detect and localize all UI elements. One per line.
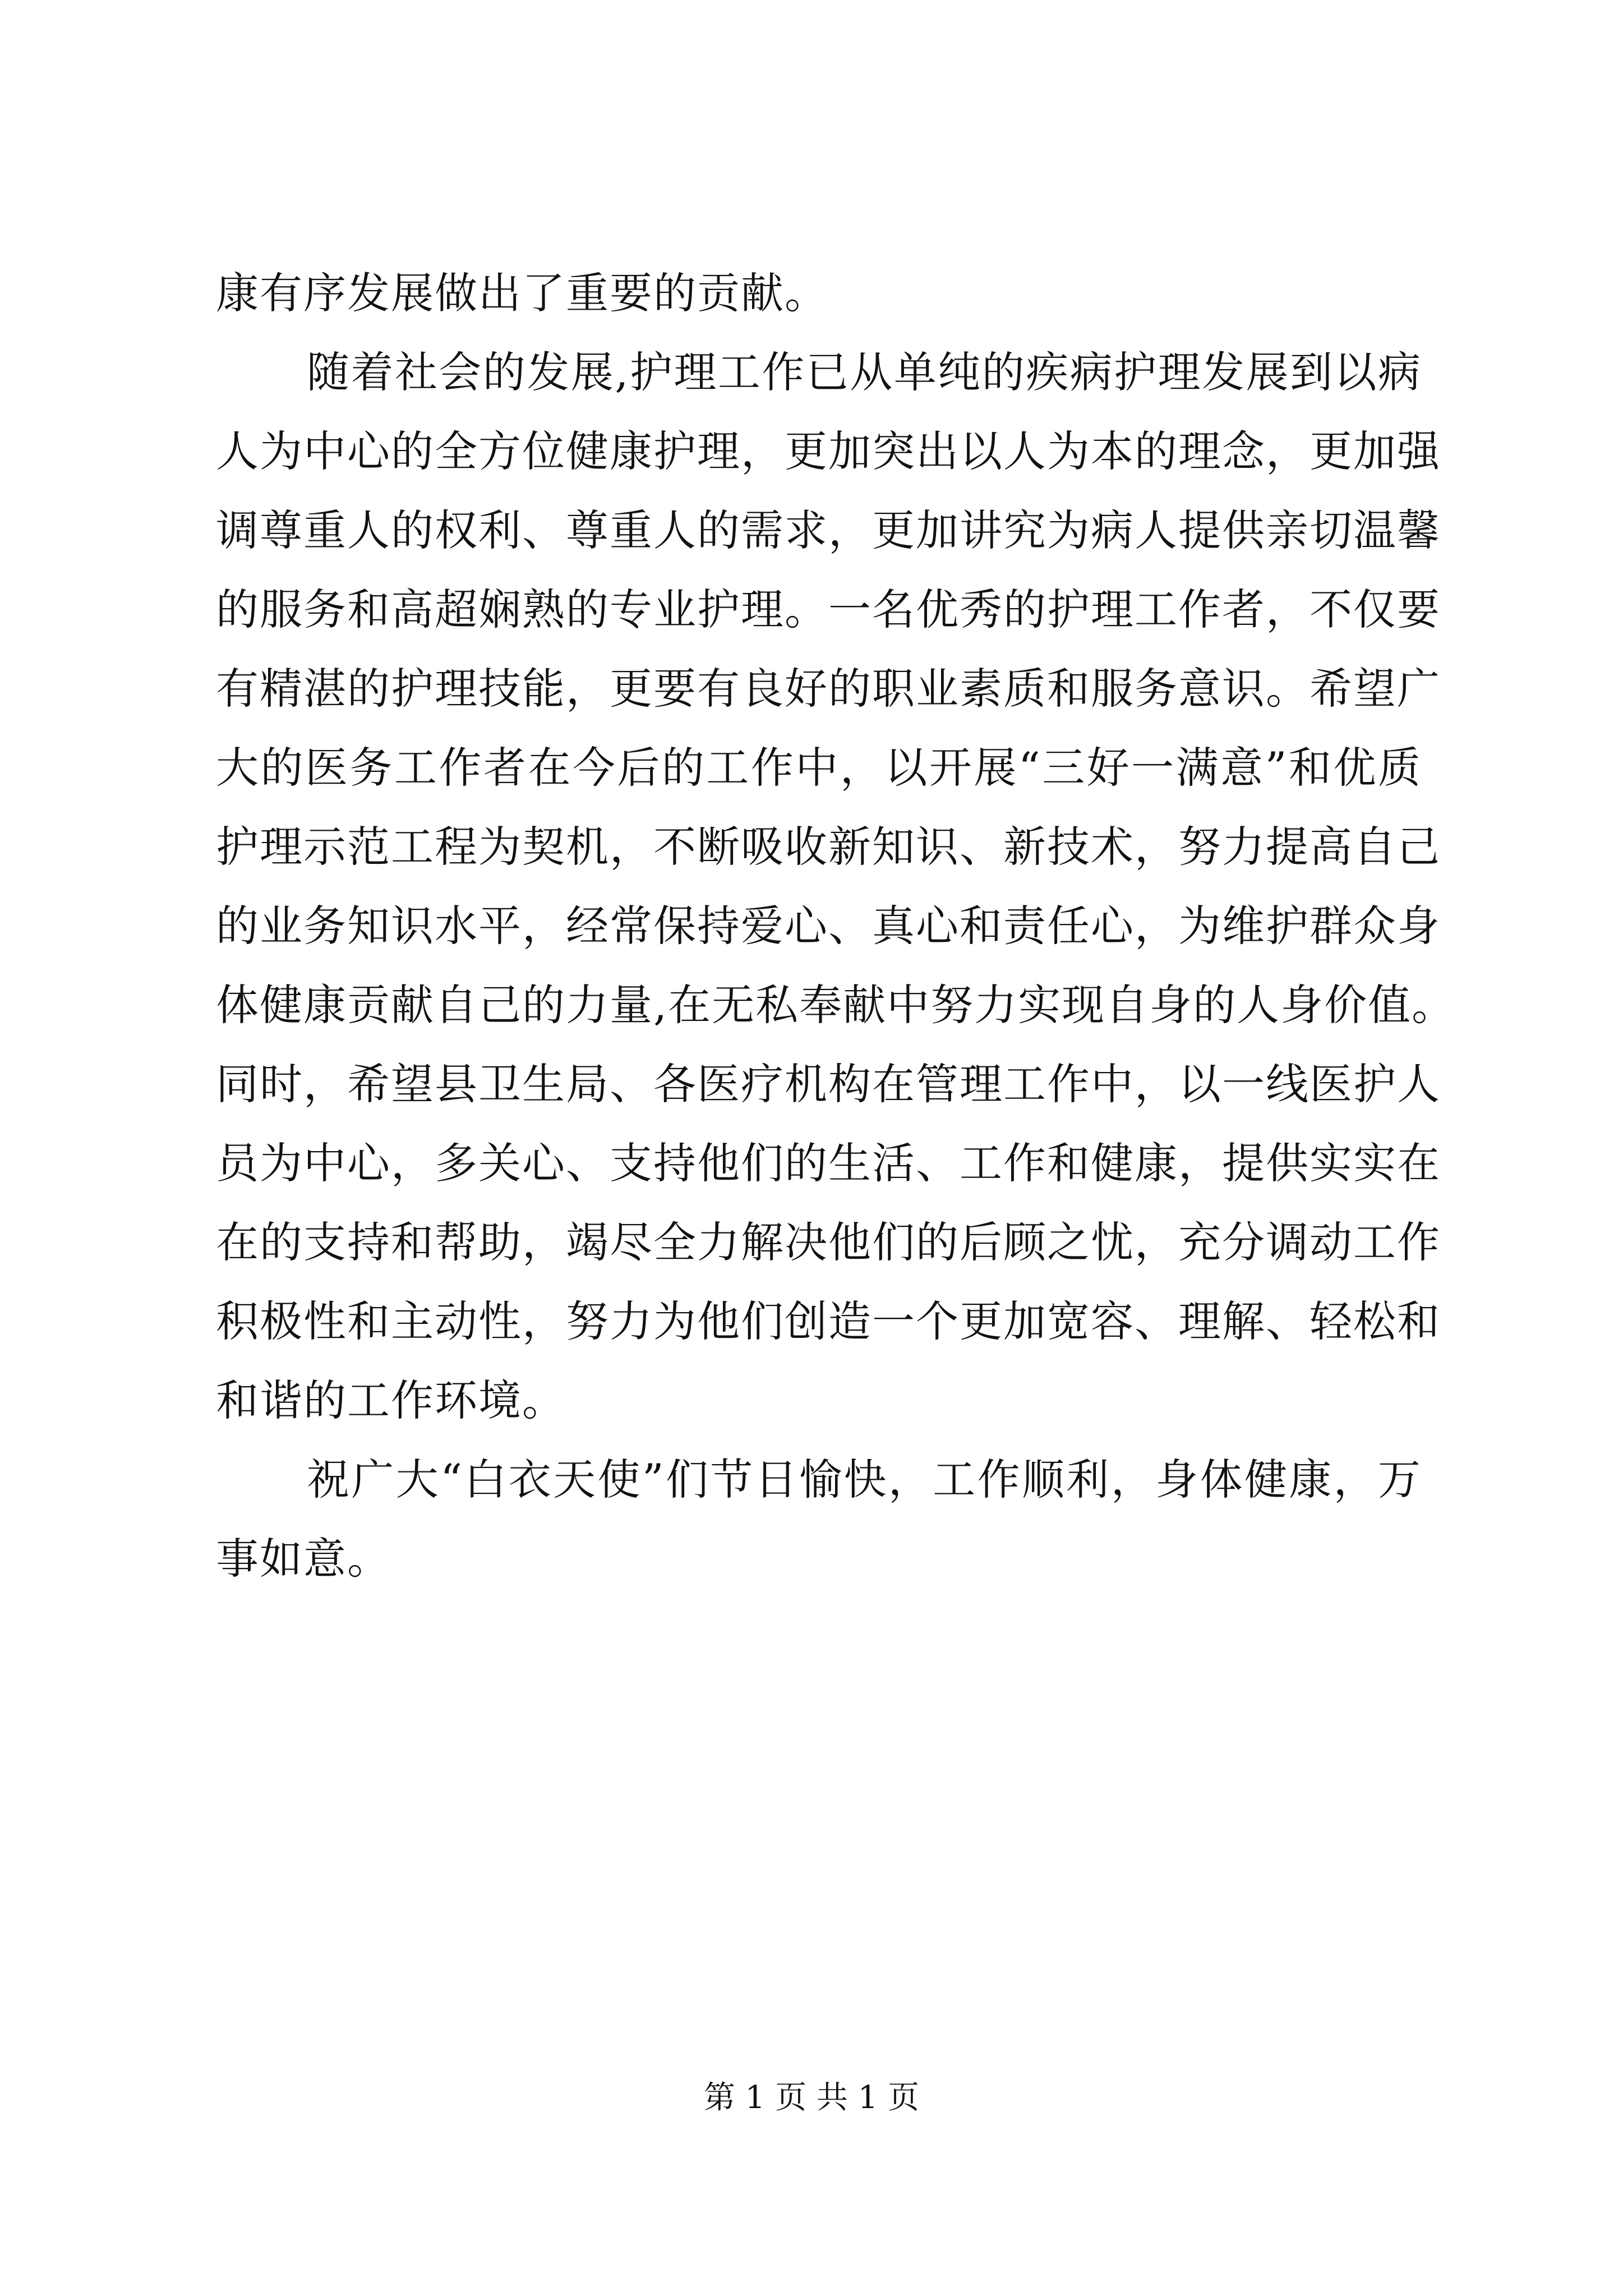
text-line: 体健康贡献自己的力量,在无私奉献中努力实现自身的人身价值。 [216, 980, 1456, 1030]
text-line: 调尊重人的权利、尊重人的需求，更加讲究为病人提供亲切温馨 [216, 505, 1441, 555]
text-line: 的服务和高超娴熟的专业护理。一名优秀的护理工作者，不仅要 [216, 585, 1441, 634]
text-line: 积极性和主动性，努力为他们创造一个更加宽容、理解、轻松和 [216, 1296, 1441, 1346]
text-line: 在的支持和帮助，竭尽全力解决他们的后顾之忧，充分调动工作 [216, 1217, 1441, 1267]
text-line: 康有序发展做出了重要的贡献。 [216, 268, 828, 318]
text-line: 祝广大“白衣天使”们节日愉快，工作顺利，身体健康，万 [307, 1455, 1422, 1504]
text-line: 大的医务工作者在今后的工作中，以开展“三好一满意”和优质 [216, 743, 1422, 793]
page-footer: 第 1 页 共 1 页 [703, 2079, 920, 2116]
text-line: 员为中心，多关心、支持他们的生活、工作和健康，提供实实在 [216, 1138, 1441, 1188]
text-line: 有精湛的护理技能，更要有良好的职业素质和服务意识。希望广 [216, 664, 1441, 714]
text-line: 人为中心的全方位健康护理，更加突出以人为本的理念，更加强 [216, 426, 1441, 476]
document-body [216, 254, 1456, 1598]
text-line: 和谐的工作环境。 [216, 1375, 566, 1425]
text-line: 同时，希望县卫生局、各医疗机构在管理工作中，以一线医护人 [216, 1059, 1441, 1109]
text-line: 随着社会的发展,护理工作已从单纯的疾病护理发展到以病 [307, 347, 1422, 397]
text-line: 的业务知识水平，经常保持爱心、真心和责任心，为维护群众身 [216, 901, 1441, 951]
text-line: 护理示范工程为契机，不断吸收新知识、新技术，努力提高自己 [216, 822, 1441, 872]
text-line: 事如意。 [216, 1534, 391, 1584]
